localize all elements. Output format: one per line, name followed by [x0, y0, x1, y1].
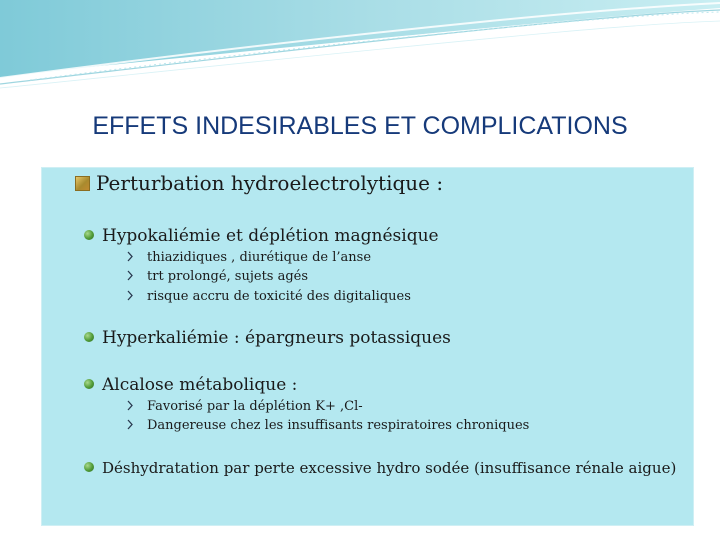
list-item: [84, 226, 439, 246]
arrow-bullet-icon: [127, 270, 133, 281]
green-ball-bullet-icon: [84, 332, 94, 342]
sub-list-item-label: risque accru de toxicité des digitaliques: [147, 289, 411, 304]
slide-title: EFFETS INDESIRABLES ET COMPLICATIONS: [92, 112, 628, 140]
sub-list-item-label: Dangereuse chez les insuffisants respiratoires chroniques: [147, 418, 530, 433]
sub-list-item: [127, 418, 529, 433]
list-item: [84, 328, 451, 348]
list-item: [84, 375, 297, 395]
sub-list-item: [127, 399, 363, 414]
arrow-bullet-icon: [127, 290, 133, 301]
arrow-bullet-icon: [127, 400, 133, 411]
green-ball-bullet-icon: [84, 230, 94, 240]
green-ball-bullet-icon: [84, 462, 94, 472]
sub-list-item: [127, 289, 411, 304]
heading-row: [75, 171, 443, 195]
sub-list-item-label: Favorisé par la déplétion K+ ,Cl-: [147, 399, 363, 414]
section-heading: Perturbation hydroelectrolytique :: [96, 171, 444, 195]
list-item-label: Déshydratation par perte excessive hydro sodée (insuffisance rénale aigue): [102, 459, 677, 477]
green-ball-bullet-icon: [84, 379, 94, 389]
header-swoosh-decoration: [0, 0, 720, 90]
list-item: [84, 459, 676, 477]
arrow-bullet-icon: [127, 251, 133, 262]
square-bullet-icon: [75, 176, 90, 191]
sub-list-item-label: thiazidiques , diurétique de l’anse: [147, 250, 372, 265]
list-item-label: Hyperkaliémie : épargneurs potassiques: [102, 328, 451, 348]
list-item-label: Alcalose métabolique :: [102, 375, 298, 395]
arrow-bullet-icon: [127, 419, 133, 430]
sub-list-item: [127, 269, 308, 284]
content-panel: [41, 167, 694, 526]
sub-list-item-label: trt prolongé, sujets agés: [147, 269, 309, 284]
list-item-label: Hypokaliémie et déplétion magnésique: [102, 226, 439, 246]
sub-list-item: [127, 250, 371, 265]
